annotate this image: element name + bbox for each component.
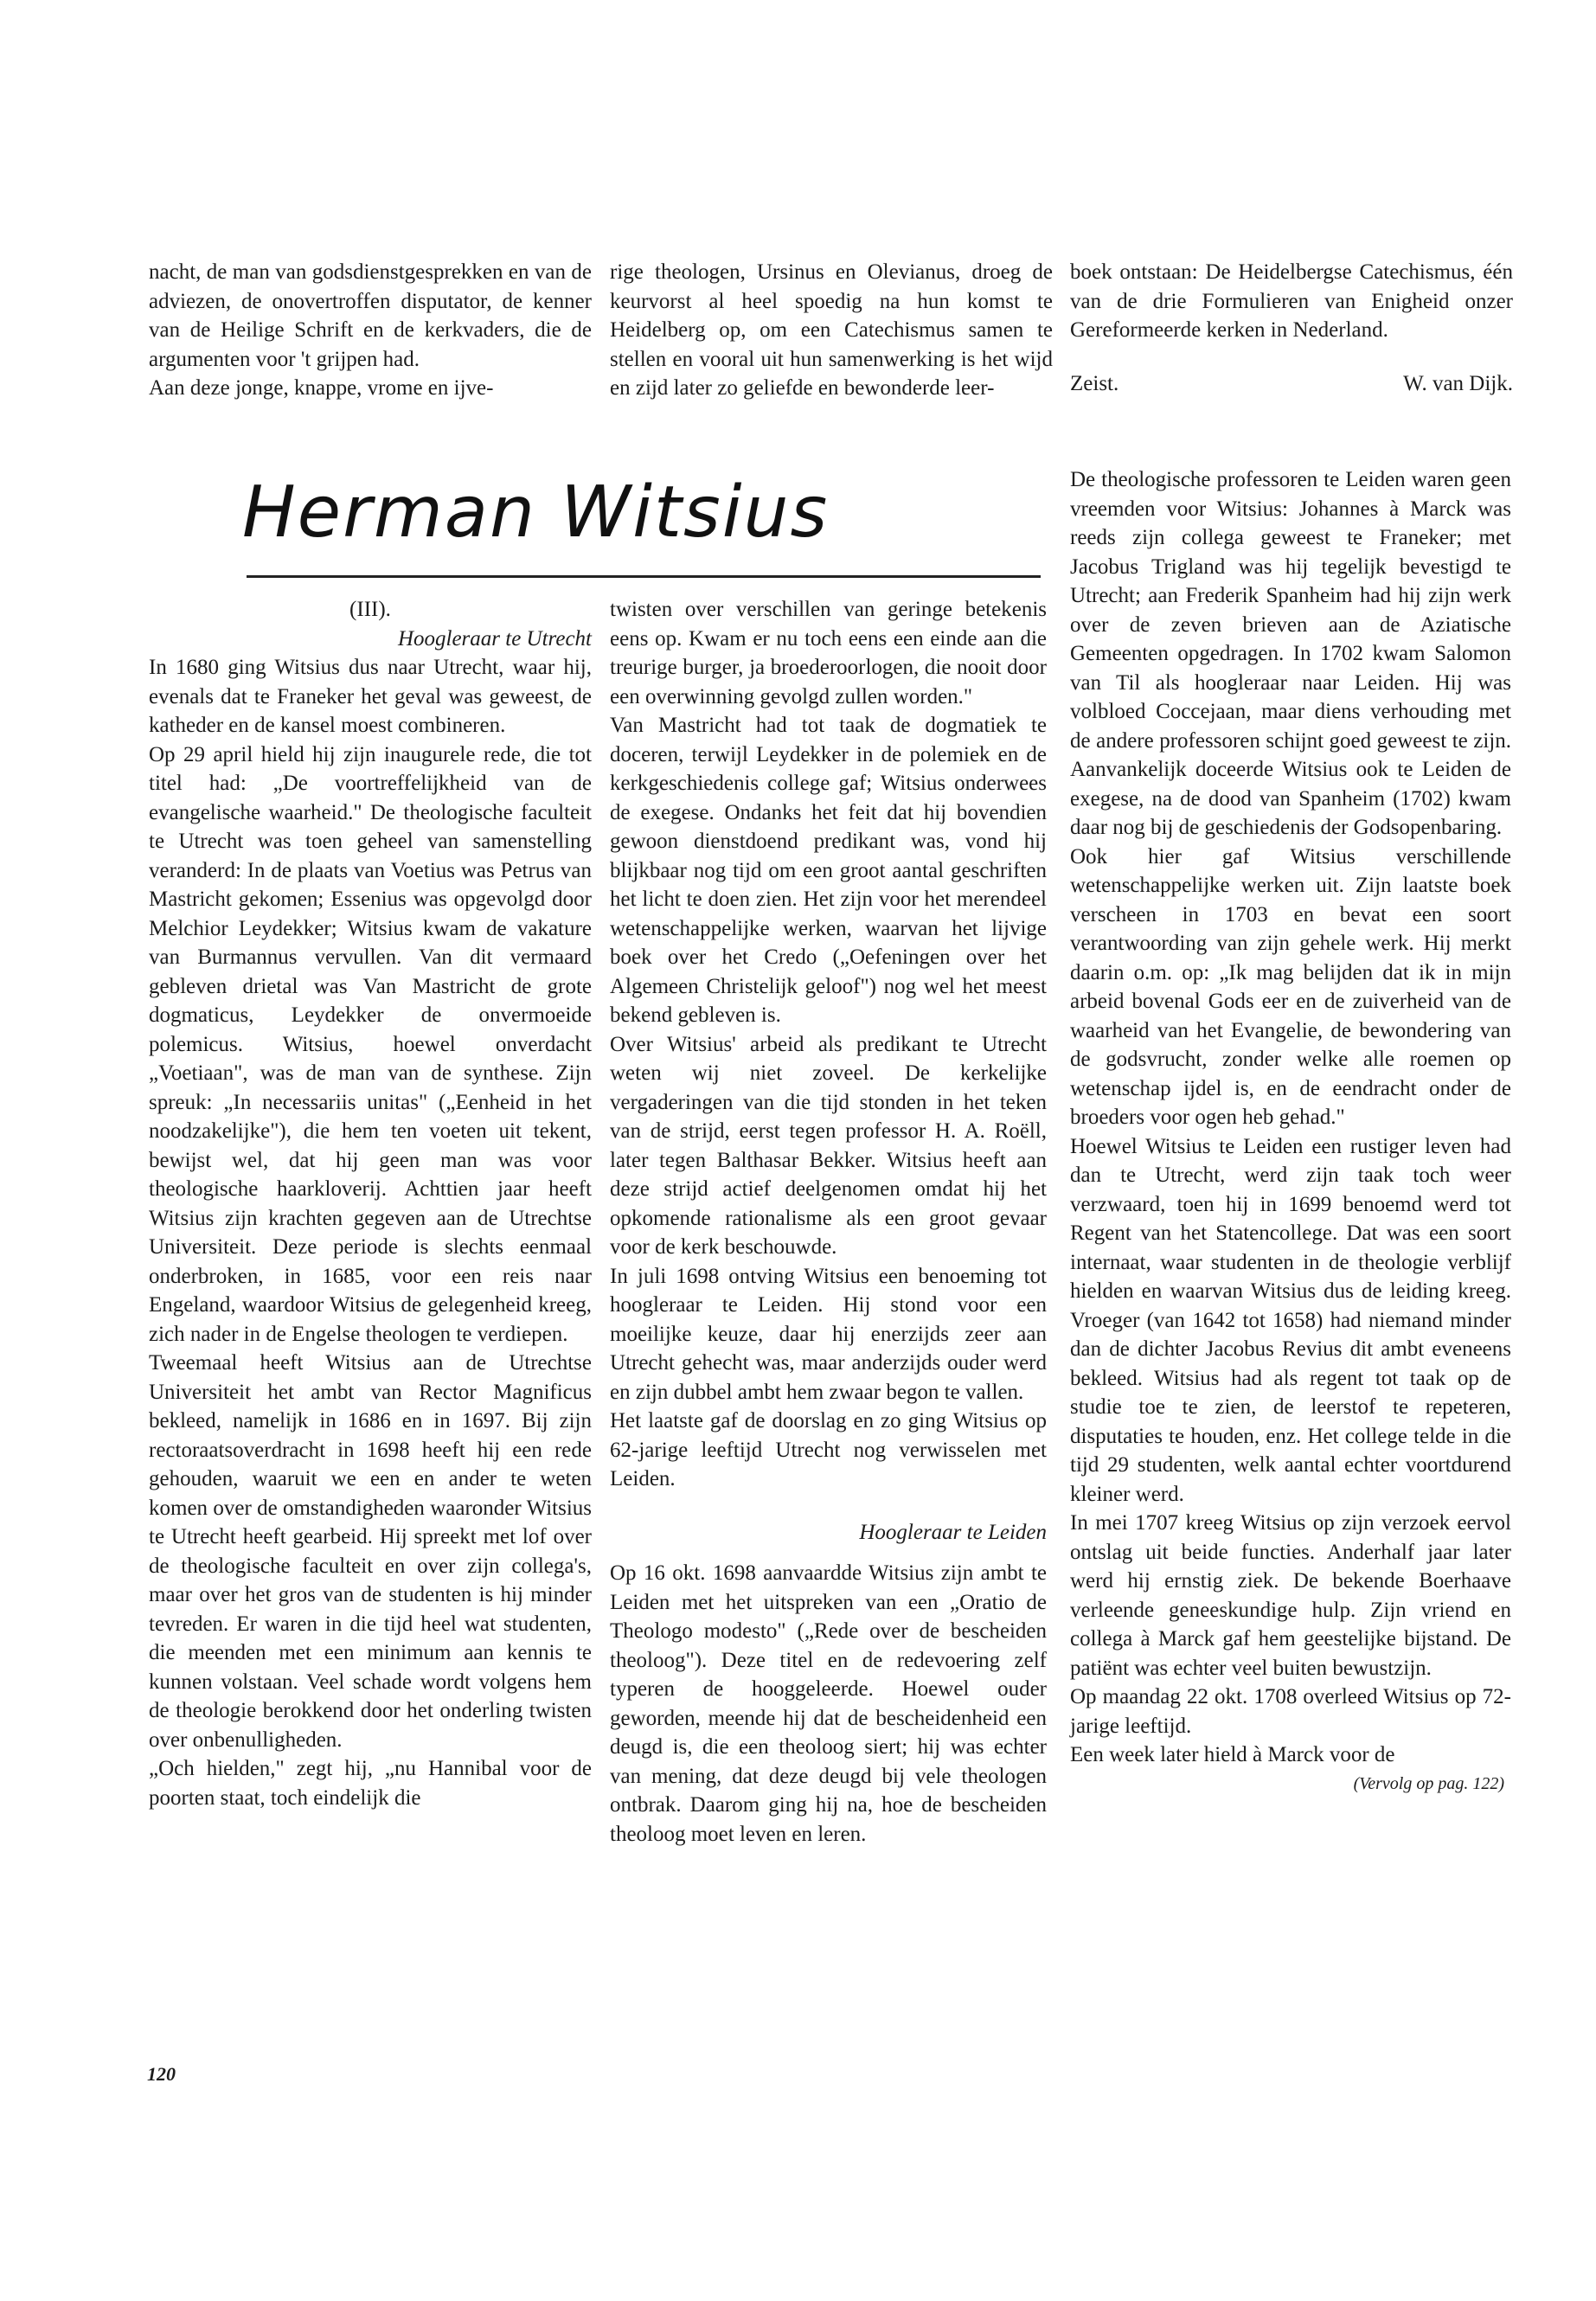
article-column-1 (149, 595, 592, 1812)
paragraph: Ook hier gaf Witsius verschillende wetenschappelijke werken uit. Zijn laatste boek verscheen in 1703 en bevat een soort verantwoording van zijn gehele werk. Hij merkt daarin o.m. op: „Ik mag belijden dat ik in mijn arbeid bovenal Gods eer en de zuiverheid van de waarheid van het Evangelie, de bewondering van de godsvrucht, zonder welke alle roemen op wetenschap ijdel is, en de eendracht onder de broeders voor ogen heb gehad." (1070, 844, 1511, 1129)
paragraph: Het laatste gaf de doorslag en zo ging Witsius op 62-jarige leeftijd Utrecht nog verwisselen met Leiden. (610, 1409, 1047, 1490)
section-heading-utrecht: Hoogleraar te Utrecht (397, 626, 592, 651)
signature (1070, 369, 1513, 399)
paragraph: Over Witsius' arbeid als predikant te Utrecht weten wij niet zoveel. De kerkelijke vergaderingen van die tijd stonden in het teken van de strijd, eerst tegen professor H. A. Roëll, later tegen Balthasar Bekker. Witsius heeft aan deze strijd actief deelgenomen omdat hij het opkomende rationalisme als een groot gevaar voor de kerk beschouwde. (610, 1032, 1047, 1259)
prev-article-column-3 (1070, 258, 1513, 398)
page-number: 120 (147, 2063, 176, 2085)
title-rule (247, 575, 1041, 578)
section-heading-leiden: Hoogleraar te Leiden (859, 1520, 1047, 1544)
paragraph: In 1680 ging Witsius dus naar Utrecht, waar hij, evenals dat te Franeker het geval was geweest, de katheder en de kansel moest combineren. (149, 656, 592, 737)
paragraph: Van Mastricht had tot taak de dogmatiek te doceren, terwijl Leydekker in de polemiek en de kerkgeschiedenis college gaf; Witsius onderwees de exegese. Ondanks het feit dat hij bovendien gewoon dienstdoend predikant was, vond hij blijkbaar nog tijd om een groot aantal geschriften het licht te doen zien. Het zijn voor het merendeel wetenschappelijke werken, waarvan het lijvige boek over het Credo („Oefeningen over het Algemeen Christelijk geloof") nog wel het meest bekend gebleven is. (610, 714, 1047, 1027)
paragraph: Hoewel Witsius te Leiden een rustiger leven had dan te Utrecht, werd zijn taak toch weer verzwaard, toen hij in 1699 benoemd werd tot Regent van het Statencollege. Dat was een soort internaat, waar studenten in de theologie verblijf hielden en waarvan Witsius dus de leiding kreeg. Vroeger (van 1642 tot 1658) had niemand minder dan de dichter Jacobus Revius dit ambt eveneens bekleed. Witsius had als regent tot taak op de studie toe te zien, de leerstof te repeteren, disputaties te houden, enz. Het college telde in die tijd 29 studenten, welk aantal echter voortdurend kleiner werd. (1070, 1134, 1511, 1506)
paragraph: Tweemaal heeft Witsius aan de Utrechtse Universiteit het ambt van Rector Magnificus bekleed, namelijk in 1686 en in 1697. Bij zijn rectoraatsoverdracht in 1698 heeft hij een rede gehouden, waaruit we een en ander te weten komen over de omstandigheden waaronder Witsius te Utrecht heeft gearbeid. Hij spreekt met lof over de theologische faculteit en over zijn collega's, maar over het gros van de studenten is hij minder tevreden. Er waren in die tijd heel wat studenten, die meenden met een minimum aan kennis te kunnen volstaan. Veel schade wordt volgens hem de theologie berokkend door het onderling twisten over onbenulligheden. (149, 1351, 592, 1752)
paragraph: Een week later hield à Marck voor de (1070, 1743, 1395, 1766)
article-column-2 (610, 595, 1047, 1849)
continuation-note: (Vervolg op pag. 122) (1353, 1773, 1504, 1793)
article-column-3 (1070, 465, 1511, 1798)
paragraph: „Och hielden," zegt hij, „nu Hannibal voor de poorten staat, toch eindelijk die (149, 1757, 592, 1810)
signature-author: W. van Dijk. (1403, 371, 1513, 395)
paragraph: In juli 1698 ontving Witsius een benoeming tot hoogleraar te Leiden. Hij stond voor een moeilijke keuze, daar hij enerzijds zeer aan Utrecht gehecht was, maar anderzijds ouder werd en zijn dubbel ambt hem zwaar begon te vallen. (610, 1264, 1047, 1404)
part-number: (III). (349, 598, 391, 621)
paragraph: Op 16 okt. 1698 aanvaardde Witsius zijn ambt te Leiden met het uitspreken van een „Oratio de Theologo modesto" („Rede over de bescheiden theoloog"). Deze titel en de redevoering zelf typeren de hooggeleerde. Hoewel ouder geworden, meende hij dat de bescheidenheid een deugd is, die een theoloog siert; hij was echter van mening, dat deze deugd bij vele theologen ontbrak. Daarom ging hij na, hoe de bescheiden theoloog moet leven en leren. (610, 1561, 1047, 1846)
paragraph: Op 29 april hield hij zijn inaugurele rede, die tot titel had: „De voortreffelijkheid van de evangelische waarheid." De theologische faculteit te Utrecht was toen geheel van samenstelling veranderd: In de plaats van Voetius was Petrus van Mastricht gekomen; Essenius was opgevolgd door Melchior Leydekker; Witsius kwam de vakature van Burmannus vervullen. Van dit vermaard gebleven drietal was Van Mastricht de grote dogmaticus, Leydekker de onvermoeide polemicus. Witsius, hoewel onverdacht „Voetiaan", was de man van de synthese. Zijn spreuk: „In necessariis unitas" („Eenheid in het noodzakelijke"), die hem ten voeten uit tekent, bewijst wel, dat hij geen man was voor theologische haarkloverij. Achttien jaar heeft Witsius zijn krachten gegeven aan de Utrechtse Universiteit. Deze periode is slechts eenmaal onderbroken, in 1685, voor een reis naar Engeland, waardoor Witsius de gelegenheid kreeg, zich nader in de Engelse theologen te verdiepen. (149, 742, 592, 1346)
paragraph: Op maandag 22 okt. 1708 overleed Witsius op 72-jarige leeftijd. (1070, 1685, 1511, 1738)
prev-article-column-1 (149, 258, 592, 403)
prev-paragraph: Aan deze jonge, knappe, vrome en ijve- (149, 376, 494, 400)
prev-article-column-2 (610, 258, 1053, 403)
article-title: Herman Witsius (242, 471, 830, 554)
prev-paragraph: rige theologen, Ursinus en Olevianus, droeg de keurvorst al heel spoedig na hun komst te Heidelberg op, om een Catechismus samen te stellen en vooral uit hun samenwerking is het wijd en zijd later zo geliefde en bewonderde leer- (610, 260, 1053, 400)
paragraph: De theologische professoren te Leiden waren geen vreemden voor Witsius: Johannes à Marck was reeds zijn collega geweest te Franeker; met Jacobus Trigland was hij tegelijk bevestigd te Utrecht; aan Frederik Spanheim had hij zijn werk over de zeven brieven aan de Aziatische Gemeenten opgedragen. In 1702 kwam Salomon van Til als hoogleraar naar Leiden. Hij was volbloed Coccejaan, maar diens verhouding met de andere professoren schijnt goed geweest te zijn. Aanvankelijk doceerde Witsius ook te Leiden de exegese, na de dood van Spanheim (1702) kwam daar nog bij de geschiedenis der Godsopenbaring. (1070, 468, 1511, 839)
signature-place: Zeist. (1070, 371, 1119, 395)
paragraph: twisten over verschillen van geringe betekenis eens op. Kwam er nu toch eens een einde aan die treurige burger, ja broederoorlogen, die nooit door een overwinning gevolgd zullen worden." (610, 598, 1047, 708)
prev-paragraph: nacht, de man van godsdienstgesprekken en van de adviezen, de onovertroffen disputator, de kenner van de Heilige Schrift en de kerkvaders, die de argumenten voor 't grijpen had. (149, 260, 592, 371)
prev-paragraph: boek ontstaan: De Heidelbergse Catechismus, één van de drie Formulieren van Enigheid onzer Gereformeerde kerken in Nederland. (1070, 260, 1513, 342)
paragraph: In mei 1707 kreeg Witsius op zijn verzoek eervol ontslag uit beide functies. Anderhalf jaar later werd hij ernstig ziek. De bekende Boerhaave verleende geneeskundige hulp. Zijn vriend en collega à Marck gaf hem geestelijke bijstand. De patiënt was echter veel buiten bewustzijn. (1070, 1511, 1511, 1680)
